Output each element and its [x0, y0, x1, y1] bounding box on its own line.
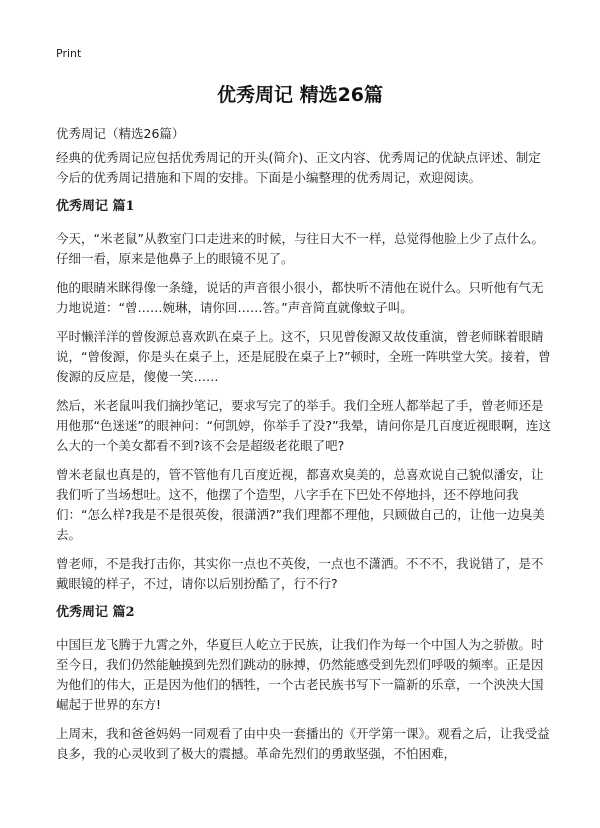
body-paragraph: 平时懒洋洋的曾俊源总喜欢趴在桌子上。这不，只见曾俊源又故伎重演，曾老师眯着眼睛说，“曾俊源，你是头在桌子上，还是屁股在桌子上?”顿时，全班一阵哄堂大笑。接着，曾俊源的反应是，傻傻一笑…… — [56, 329, 551, 384]
page-title: 优秀周记 精选26篇 — [216, 84, 384, 106]
section-heading: 优秀周记 篇1 — [56, 199, 135, 214]
document-subtitle: 优秀周记（精选26篇） — [56, 126, 185, 141]
body-paragraph: 中国巨龙飞腾于九霄之外，华夏巨人屹立于民族，让我们作为每一个中国人为之骄傲。时至今日，我们仍然能触摸到先烈们跳动的脉搏，仍然能感受到先烈们呼吸的频率。正是因为他们的伟大，正是因为他们的牺牲，一个古老民族书写下一篇新的乐章，一个泱泱大国崛起于世界的东方! — [56, 637, 544, 712]
body-paragraph: 然后，米老鼠叫我们摘抄笔记，要求写完了的举手。我们全班人都举起了手，曾老师还是用他那“色迷迷”的眼神问：“何凯婷，你举手了没?”我晕，请问你是几百度近视眼啊，连这么大的一个美女都看不到?该不会是超级老花眼了吧? — [56, 398, 552, 453]
body-paragraph: 上周末，我和爸爸妈妈一同观看了由中央一套播出的《开学第一课》。观看之后，让我受益良多，我的心灵收到了极大的震撼。革命先烈们的勇敢坚强，不怕困难， — [56, 726, 550, 761]
document-body — [56, 148, 552, 773]
body-paragraph: 他的眼睛米眯得像一条缝，说话的声音很小很小，都快听不清他在说什么。只听他有气无力地说道：“曾……婉琳，请你回……答。”声音简直就像蚊子叫。 — [56, 280, 544, 315]
body-paragraph: 今天，“米老鼠”从教室门口走进来的时候，与往日大不一样，总觉得他脸上少了点什么。仔细一看，原来是他鼻子上的眼镜不见了。 — [56, 231, 544, 266]
section-heading: 优秀周记 篇2 — [56, 605, 135, 620]
intro-paragraph: 经典的优秀周记应包括优秀周记的开头(简介)、正文内容、优秀周记的优缺点评述、制定今后的优秀周记措施和下周的安排。下面是小编整理的优秀周记，欢迎阅读。 — [56, 150, 541, 185]
body-paragraph: 曾老师，不是我打击你，其实你一点也不英俊，一点也不潇洒。不不不，我说错了，是不戴眼镜的样子，不过，请你以后别扮酷了，行不行? — [56, 556, 544, 591]
print-link[interactable]: Print — [56, 47, 82, 60]
body-paragraph: 曾米老鼠也真是的，管不管他有几百度近视，都喜欢臭美的，总喜欢说自己貌似潘安，让我们听了当场想吐。这不，他摆了个造型，八字手在下巴处不停地抖，还不停地问我们：“怎么样?我是不是很英俊，很潇洒?”我们理都不理他，只顾做自己的，让他一边臭美去。 — [56, 467, 545, 542]
